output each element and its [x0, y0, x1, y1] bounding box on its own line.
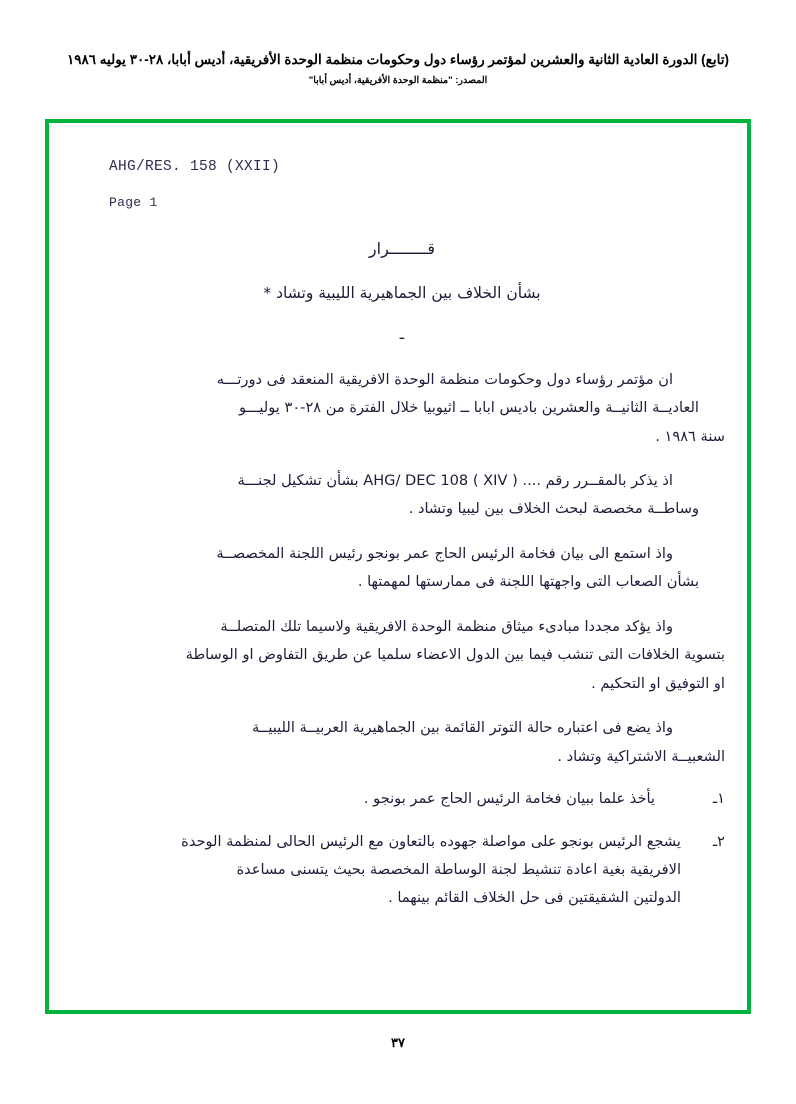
list-item-line: الدولتين الشقيقتين فى حل الخلاف القائم بينهما . — [388, 889, 681, 907]
list-item-line: يأخذ علما ببيان فخامة الرئيس الحاج عمر بونجو . — [363, 790, 655, 808]
paragraph-line: واذ استمع الى بيان فخامة الرئيس الحاج عمر بونجو رئيس اللجنة المخصصــة — [216, 544, 673, 562]
resolution-subtitle: بشأن الخلاف بين الجماهيرية الليبية وتشاد * — [263, 284, 541, 303]
list-item — [79, 828, 725, 913]
header-source-line: المصدر: "منظمة الوحدة الأفريقية، أديس أبابا" — [308, 75, 488, 86]
list-item-number: ١ـ — [712, 790, 725, 808]
paragraph-line: واذ يضع فى اعتباره حالة التوتر القائمة بين الجماهيرية العربيــة الليبيــة — [251, 719, 673, 737]
document-reference: AHG/RES. 158 (XXII) — [109, 159, 281, 175]
paragraph-line: بتسوية الخلافات التى تنشب فيما بين الدول الاعضاء سلميا عن طريق التفاوض او الوساطة — [185, 646, 725, 664]
document-page-label: Page 1 — [109, 195, 158, 210]
preamble-paragraph — [79, 366, 725, 451]
paragraph-line: سنة ١٩٨٦ . — [655, 427, 725, 445]
list-item-body — [79, 828, 681, 913]
paragraph-line: بشأن الصعاب التى واجهتها اللجنة فى ممارستها لمهمتها . — [357, 573, 699, 591]
list-item-number: ٢ـ — [712, 832, 725, 850]
title-rule: ـ — [399, 325, 405, 344]
preamble-paragraph — [79, 613, 725, 698]
preamble-paragraph — [79, 714, 725, 771]
list-item-line: الافريقية بغية اعادة تنشيط لجنة الوساطة المخصصة بحيث يتسنى مساعدة — [236, 861, 681, 878]
paragraph-line: الشعبيــة الاشتراكية وتشاد . — [557, 747, 725, 765]
paragraph-line: واذ يؤكد مجددا مبادىء ميثاق منظمة الوحدة الافريقية ولاسيما تلك المتصلــة — [220, 617, 673, 635]
content-frame — [45, 119, 751, 1014]
preamble-paragraph — [79, 540, 725, 597]
document-body — [79, 231, 725, 913]
paragraph-line: ان مؤتمر رؤساء دول وحكومات منظمة الوحدة الافريقية المنعقد فى دورتـــه — [216, 370, 673, 388]
page-folio: ٣٧ — [391, 1035, 405, 1050]
paragraph-line: او التوفيق او التحكيم . — [591, 674, 725, 692]
header-title-line: (تابع) الدورة العادية الثانية والعشرين لمؤتمر رؤساء دول وحكومات منظمة الوحدة الأفريقية، أديس أبابا، ٢٨-٣٠ يوليه ١٩٨٦ — [67, 52, 729, 67]
paragraph-line: العاديــة الثانيــة والعشرين باديس ابابا ــ اثيوبيا خلال الفترة من ٢٨-٣٠ يوليـــو — [239, 399, 699, 417]
paragraph-line: وساطــة مخصصة لبحث الخلاف بين ليبيا وتشاد . — [408, 500, 699, 518]
list-item-line: يشجع الرئيس بونجو على مواصلة جهوده بالتعاون مع الرئيس الحالى لمنظمة الوحدة — [181, 832, 681, 850]
list-item-body — [79, 785, 681, 813]
preamble-paragraph — [79, 467, 725, 524]
paragraph-line: اذ يذكر بالمقــرر رقم .... ( XIV ) AHG/ DEC 108 بشأن تشكيل لجنـــة — [237, 472, 673, 490]
list-item — [79, 785, 725, 813]
page-header — [0, 52, 796, 86]
resolution-title: قــــــــرار — [368, 239, 436, 258]
